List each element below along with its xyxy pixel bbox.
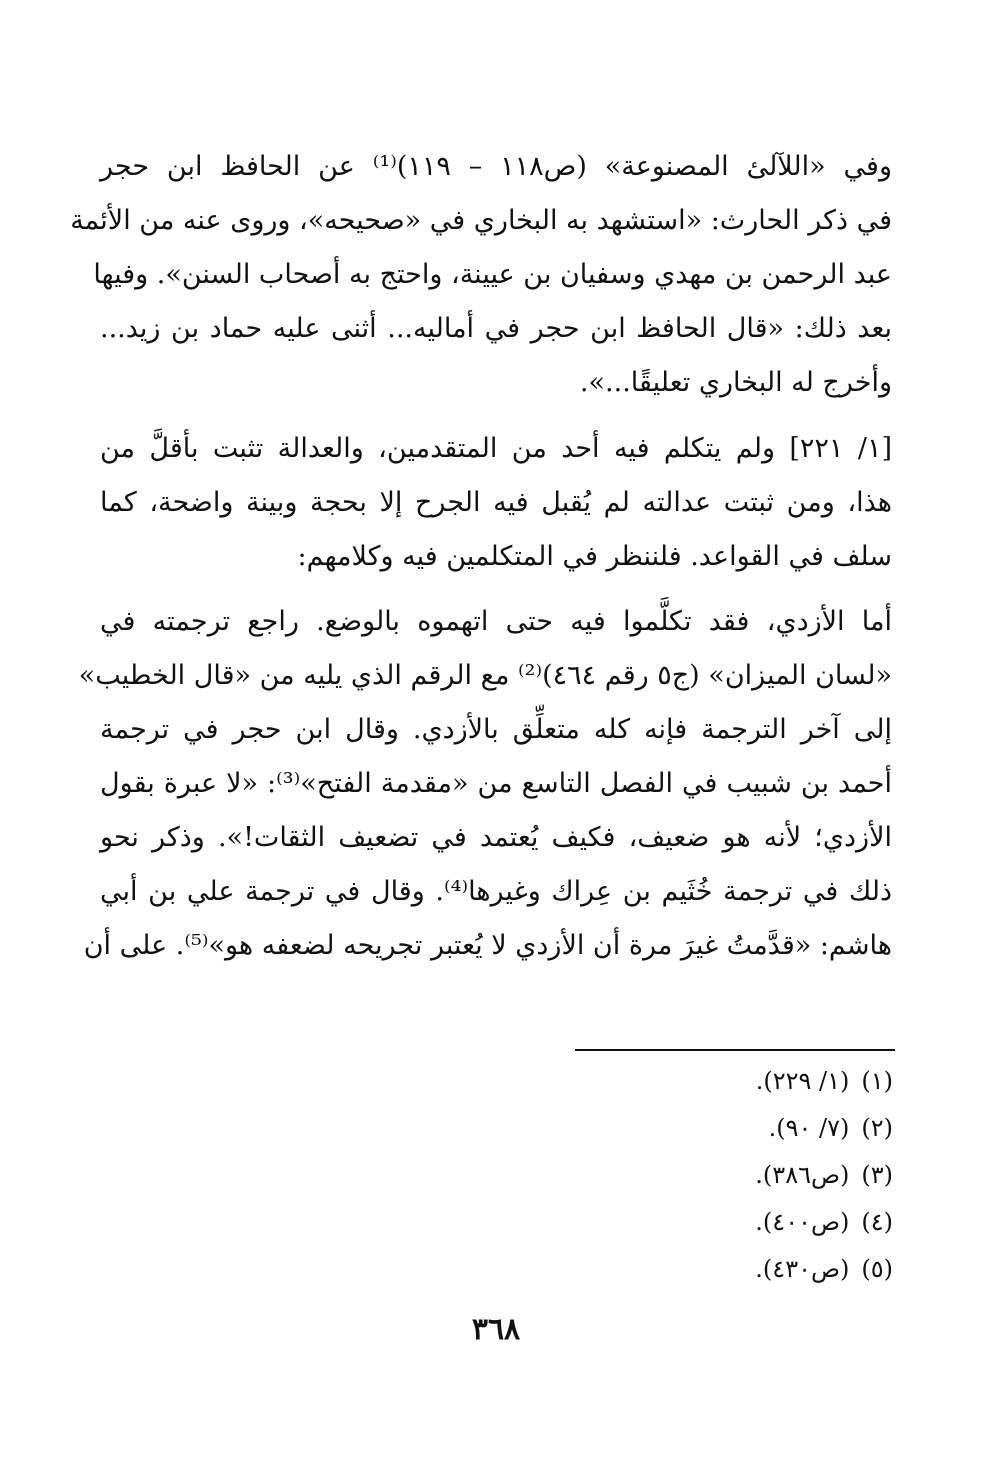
footnote-item <box>500 1105 893 1152</box>
footnote-number: (١) <box>861 1067 893 1095</box>
text-line: سلف في القواعد. فلننظر في المتكلمين فيه وكلامهم: <box>297 541 892 572</box>
paragraph-1 <box>70 140 892 410</box>
text-line: هذا، ومن ثبتت عدالته لم يُقبل فيه الجرح إلا بحجة وبينة واضحة، كما <box>100 487 892 518</box>
footnotes <box>500 1058 893 1293</box>
text-line: «لسان الميزان» (ج٥ رقم ٤٦٤)⁽²⁾ مع الرقم الذي يليه من «قال الخطيب» <box>78 660 892 691</box>
footnote-text: (ص٣٨٦). <box>755 1161 850 1189</box>
text-line: ذلك في ترجمة خُثَيم بن عِراك وغيرها⁽⁴⁾. وقال في ترجمة علي بن أبي <box>100 876 892 907</box>
text-line: أما الأزدي، فقد تكلَّموا فيه حتى اتهموه بالوضع. راجع ترجمته في <box>100 606 892 637</box>
footnote-item <box>500 1152 893 1199</box>
footnote-text: (٧/ ٩٠). <box>768 1114 850 1142</box>
text-line: بعد ذلك: «قال الحافظ ابن حجر في أماليه... أثنى عليه حماد بن زيد... <box>100 313 892 344</box>
footnote-item <box>500 1246 893 1293</box>
text-line: وأخرج له البخاري تعليقًا...». <box>579 367 892 398</box>
footnote-item <box>500 1199 893 1246</box>
paragraph-3 <box>78 595 893 973</box>
footnote-number: (٤) <box>861 1208 893 1236</box>
page-number: ٣٦٨ <box>471 1312 521 1347</box>
footnote-text: (ص٤٣٠). <box>755 1255 850 1283</box>
text-line: عبد الرحمن بن مهدي وسفيان بن عيينة، واحتج به أصحاب السنن». وفيها <box>93 259 892 290</box>
footnote-separator <box>575 1049 895 1051</box>
footnote-text: (ص٤٠٠). <box>755 1208 850 1236</box>
footnote-number: (٢) <box>861 1114 893 1142</box>
text-line: الأزدي؛ لأنه هو ضعيف، فكيف يُعتمد في تضعيف الثقات!». وذكر نحو <box>100 822 892 853</box>
text-line: [١/ ٢٢١] ولم يتكلم فيه أحد من المتقدمين، والعدالة تثبت بأقلَّ من <box>100 433 892 464</box>
footnote-text: (١/ ٢٢٩). <box>755 1067 850 1095</box>
text-line: في ذكر الحارث: «استشهد به البخاري في «صحيحه»، وروى عنه من الأئمة <box>70 205 892 236</box>
footnote-item <box>500 1058 893 1105</box>
text-line: هاشم: «قدَّمتُ غيرَ مرة أن الأزدي لا يُعتبر تجريحه لضعفه هو»⁽⁵⁾. على أن <box>83 930 892 961</box>
footnote-number: (٥) <box>861 1255 893 1283</box>
text-line: وفي «اللآلئ المصنوعة» (ص١١٨ – ١١٩)⁽¹⁾ عن الحافظ ابن حجر <box>100 151 892 182</box>
footnote-number: (٣) <box>861 1161 893 1189</box>
text-line: أحمد بن شبيب في الفصل التاسع من «مقدمة الفتح»⁽³⁾: «لا عبرة بقول <box>100 768 893 799</box>
text-line: إلى آخر الترجمة فإنه كله متعلِّق بالأزدي. وقال ابن حجر في ترجمة <box>100 714 892 745</box>
paragraph-2 <box>100 422 892 584</box>
